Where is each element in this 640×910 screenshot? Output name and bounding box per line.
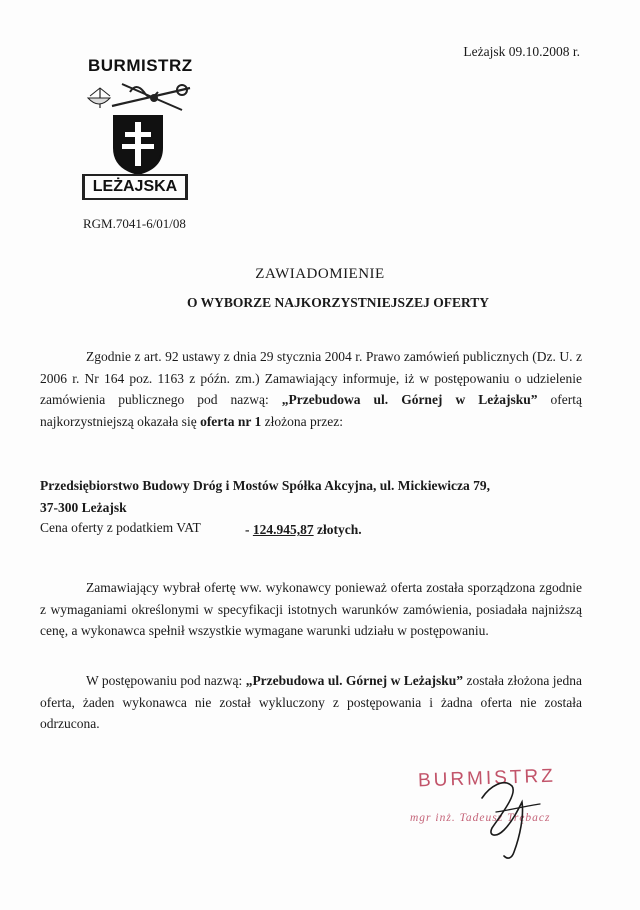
offer-number: oferta nr 1 bbox=[200, 413, 262, 429]
paragraph-procedure-text-1: W postępowaniu pod nazwą: bbox=[86, 673, 246, 688]
stamp-title: BURMISTRZ bbox=[417, 765, 557, 792]
signature-icon bbox=[400, 756, 600, 866]
company-address-line: 37-300 Leżajsk bbox=[40, 499, 127, 515]
paragraph-procedure-text-2: została złożona jedna oferta, żaden wykonawca nie został wykluczony z postępowania i żadna oferta nie została odrzucona. bbox=[40, 673, 583, 731]
winning-company bbox=[40, 475, 582, 518]
company-name-line: Przedsiębiorstwo Budowy Dróg i Mostów Spółka Akcyjna, ul. Mickiewicza 79, bbox=[40, 478, 490, 493]
emblem-title: BURMISTRZ bbox=[88, 56, 193, 75]
official-stamp bbox=[400, 756, 600, 866]
place-and-date: Leżajsk 09.10.2008 r. bbox=[463, 44, 580, 59]
price-label: Cena oferty z podatkiem VAT bbox=[40, 520, 201, 535]
emblem-subtitle: LEŻAJSKA bbox=[82, 174, 188, 200]
price-currency: złotych. bbox=[313, 522, 362, 537]
coat-of-arms-icon bbox=[82, 76, 207, 176]
project-name-repeat: „Przebudowa ul. Górnej w Leżajsku” bbox=[245, 673, 464, 688]
project-name: „Przebudowa ul. Górnej w Leżajsku” bbox=[281, 392, 538, 407]
mayor-emblem bbox=[82, 50, 212, 200]
paragraph-intro-text-1: Zgodnie z art. 92 ustawy z dnia 29 stycznia 2004 r. Prawo zamówień publicznych (Dz. U. z 2006 r. Nr 164 poz. 1163 z późn. zm.) Zamawiający informuje, iż w postępowaniu o udzielenie zamówienia publicznego pod nazwą: bbox=[40, 349, 582, 407]
paragraph-intro-text-2: ofertą najkorzystniejszą okazała się bbox=[40, 392, 582, 429]
paragraph-intro bbox=[40, 346, 582, 432]
reference-number: RGM.7041-6/01/08 bbox=[83, 216, 186, 231]
stamp-name: mgr inż. Tadeusz Trębacz bbox=[410, 812, 551, 824]
paragraph-intro-text-3: złożona przez: bbox=[261, 413, 343, 429]
document-subtitle: O WYBORZE NAJKORZYSTNIEJSZEJ OFERTY bbox=[187, 295, 489, 310]
document-title: ZAWIADOMIENIE bbox=[255, 266, 385, 282]
price-value bbox=[245, 522, 362, 538]
price-dash: - bbox=[245, 522, 253, 537]
paragraph-procedure bbox=[40, 670, 582, 735]
paragraph-justification: Zamawiający wybrał ofertę ww. wykonawcy ponieważ oferta została sporządzona zgodnie z wymaganiami określonymi w specyfikacji istotnych warunków zamówienia, posiadała najniższą cenę, a wykonawca spełnił wszystkie wymagane warunki udziału w postępowaniu. bbox=[40, 580, 582, 638]
price-amount: 124.945,87 bbox=[252, 522, 314, 537]
